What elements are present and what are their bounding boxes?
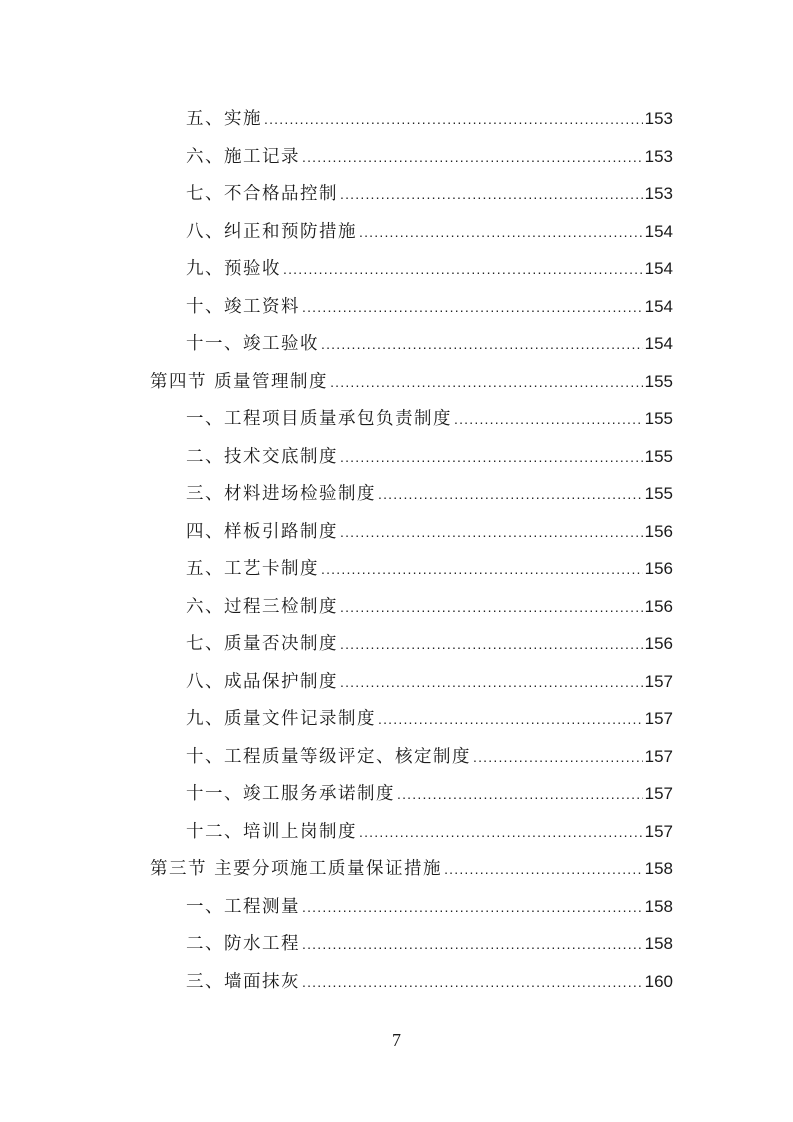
dot-leader	[359, 220, 643, 244]
toc-entry[interactable]	[186, 145, 673, 169]
toc-entry[interactable]	[186, 557, 673, 581]
toc-entry-label: 三、材料进场检验制度	[186, 484, 376, 504]
toc-entry-page: 157	[644, 671, 673, 691]
toc-entry-page: 158	[644, 934, 673, 953]
toc-entry-label: 十、竣工资料	[186, 296, 300, 317]
toc-entry-page: 157	[644, 709, 673, 728]
toc-entry[interactable]	[186, 595, 673, 619]
dot-leader	[302, 970, 643, 994]
toc-entry-page: 153	[644, 109, 673, 128]
toc-section-entry[interactable]	[150, 370, 673, 394]
dot-leader	[321, 557, 643, 581]
toc-entry-page: 157	[644, 821, 673, 841]
page-number: 7	[392, 1030, 401, 1050]
dot-leader	[302, 932, 643, 956]
toc-entry[interactable]	[186, 707, 673, 731]
toc-entry-label: 五、实施	[186, 109, 262, 129]
toc-entry-label: 十一、竣工验收	[186, 334, 319, 354]
toc-entry[interactable]	[186, 520, 673, 544]
toc-entry[interactable]	[186, 745, 673, 769]
toc-entry-label: 一、工程测量	[186, 896, 300, 917]
toc-entry-label: 四、样板引路制度	[186, 521, 338, 542]
toc-entry-label: 二、防水工程	[186, 934, 300, 954]
toc-entry[interactable]	[186, 932, 673, 956]
dot-leader	[330, 370, 643, 394]
toc-entry-page: 160	[644, 971, 673, 991]
toc-entry-label: 七、质量否决制度	[186, 634, 338, 654]
toc-entry-page: 155	[644, 446, 673, 466]
toc-entry-page: 155	[644, 371, 673, 391]
toc-entry-page: 154	[644, 296, 673, 316]
dot-leader	[473, 745, 643, 769]
toc-entry[interactable]	[186, 482, 673, 506]
toc-entry-label: 六、施工记录	[186, 146, 300, 167]
toc-entry-label: 十、工程质量等级评定、核定制度	[186, 746, 471, 767]
dot-leader	[283, 257, 643, 281]
toc-entry[interactable]	[186, 670, 673, 694]
toc-entry-page: 153	[644, 146, 673, 166]
toc-entry[interactable]	[186, 632, 673, 656]
toc-entry[interactable]	[186, 220, 673, 244]
toc-entry[interactable]	[186, 407, 673, 431]
dot-leader	[302, 895, 643, 919]
toc-entry-label: 七、不合格品控制	[186, 184, 338, 204]
dot-leader	[321, 332, 643, 356]
toc-entry-page: 154	[644, 259, 673, 278]
toc-entry[interactable]	[186, 782, 673, 806]
toc-entry-page: 154	[644, 221, 673, 241]
dot-leader	[444, 857, 643, 881]
toc-entry[interactable]	[186, 332, 673, 356]
toc-entry[interactable]	[186, 182, 673, 206]
dot-leader	[302, 145, 643, 169]
toc-entry-label: 十二、培训上岗制度	[186, 821, 357, 842]
toc-entry-page: 157	[644, 746, 673, 766]
toc-entry[interactable]	[186, 820, 673, 844]
dot-leader	[378, 482, 643, 506]
toc-entry-page: 157	[644, 784, 673, 803]
toc-entry-label: 十一、竣工服务承诺制度	[186, 784, 395, 804]
toc-entry-label: 六、过程三检制度	[186, 596, 338, 617]
toc-entry-page: 156	[644, 596, 673, 616]
toc-entry[interactable]	[186, 895, 673, 919]
toc-entry-page: 155	[644, 409, 673, 428]
toc-entry[interactable]	[186, 970, 673, 994]
dot-leader	[340, 182, 643, 206]
dot-leader	[264, 107, 643, 131]
dot-leader	[302, 295, 643, 319]
dot-leader	[397, 782, 643, 806]
toc-entry-page: 158	[644, 896, 673, 916]
dot-leader	[340, 632, 643, 656]
toc-section-entry[interactable]	[150, 857, 673, 881]
toc-entry[interactable]	[186, 107, 673, 131]
toc-entry-page: 154	[644, 334, 673, 353]
dot-leader	[378, 707, 643, 731]
dot-leader	[340, 520, 643, 544]
toc-entry-label: 二、技术交底制度	[186, 446, 338, 467]
dot-leader	[359, 820, 643, 844]
dot-leader	[454, 407, 643, 431]
dot-leader	[340, 595, 643, 619]
toc-entry-label: 九、预验收	[186, 259, 281, 279]
dot-leader	[340, 445, 643, 469]
dot-leader	[340, 670, 643, 694]
toc-entry[interactable]	[186, 445, 673, 469]
toc-entry-label: 一、工程项目质量承包负责制度	[186, 409, 452, 429]
toc-entry-label: 八、纠正和预防措施	[186, 221, 357, 242]
toc-entry-label: 八、成品保护制度	[186, 671, 338, 692]
toc-entry-page: 156	[644, 521, 673, 541]
toc-entry[interactable]	[186, 295, 673, 319]
toc-entry-label: 三、墙面抹灰	[186, 971, 300, 992]
toc-entry-label: 九、质量文件记录制度	[186, 709, 376, 729]
toc-entry-label: 第三节 主要分项施工质量保证措施	[150, 859, 443, 879]
toc-entry-page: 155	[644, 484, 673, 503]
toc-entry[interactable]	[186, 257, 673, 281]
toc-entry-page: 153	[644, 184, 673, 203]
toc-entry-page: 156	[644, 559, 673, 578]
toc-entry-label: 第四节 质量管理制度	[150, 371, 329, 392]
toc-entry-page: 158	[644, 859, 673, 878]
toc-entry-page: 156	[644, 634, 673, 653]
toc-entry-label: 五、工艺卡制度	[186, 559, 319, 579]
